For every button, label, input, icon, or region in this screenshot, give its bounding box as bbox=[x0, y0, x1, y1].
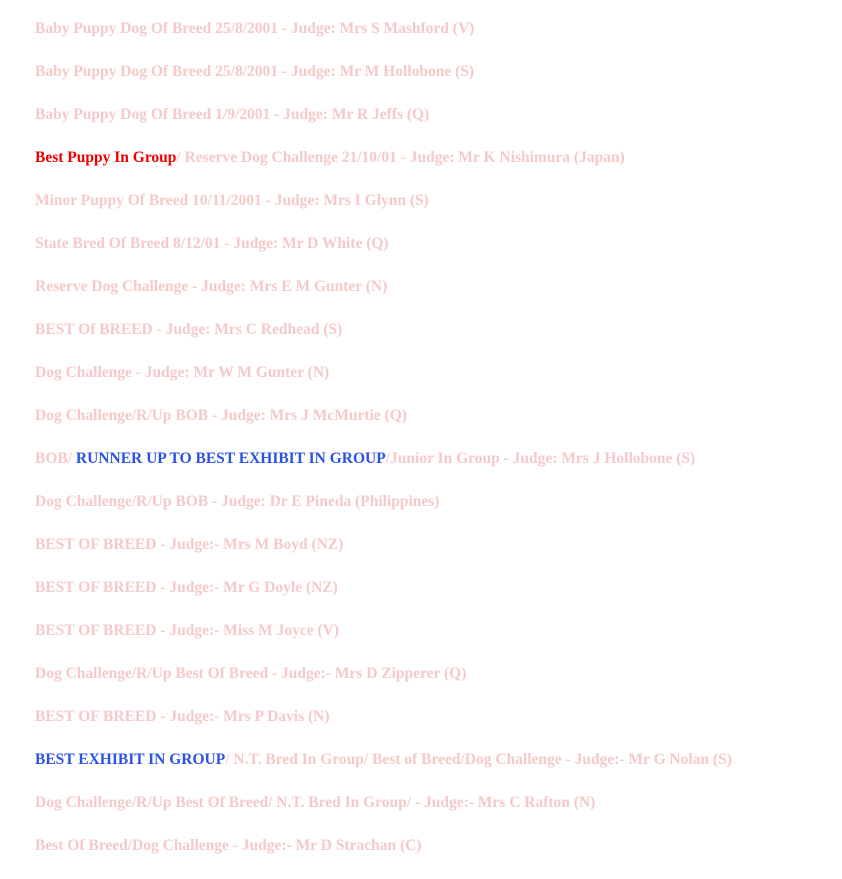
result-text: Dog Challenge - Judge: Mr W M Gunter (N) bbox=[35, 364, 330, 381]
result-text: BOB/ bbox=[35, 450, 76, 467]
result-line bbox=[35, 62, 732, 105]
award-highlight-red: Best Puppy In Group bbox=[35, 149, 177, 166]
result-text: Dog Challenge/R/Up Best Of Breed/ N.T. Bred In Group/ - Judge:- Mrs C Rafton (N) bbox=[35, 794, 596, 811]
result-text: BEST Of BREED - Judge: Mrs C Redhead (S) bbox=[35, 321, 343, 338]
result-line bbox=[35, 664, 732, 707]
result-text: /Junior In Group - Judge: Mrs J Hollobone (S) bbox=[385, 450, 696, 467]
award-highlight-blue: BEST EXHIBIT IN GROUP bbox=[35, 751, 226, 768]
result-text: Baby Puppy Dog Of Breed 25/8/2001 - Judge: Mr M Hollobone (S) bbox=[35, 63, 475, 80]
result-line bbox=[35, 19, 732, 62]
result-text: Minor Puppy Of Breed 10/11/2001 - Judge: Mrs I Glynn (S) bbox=[35, 192, 429, 209]
result-text: Dog Challenge/R/Up Best Of Breed - Judge:- Mrs D Zipperer (Q) bbox=[35, 665, 467, 682]
result-line bbox=[35, 578, 732, 621]
award-highlight-blue: RUNNER UP TO BEST EXHIBIT IN GROUP bbox=[75, 450, 386, 467]
result-text: Dog Challenge/R/Up BOB - Judge: Mrs J McMurtie (Q) bbox=[35, 407, 407, 424]
result-line bbox=[35, 535, 732, 578]
result-line bbox=[35, 707, 732, 750]
result-line bbox=[35, 234, 732, 277]
result-text: / Reserve Dog Challenge 21/10/01 - Judge: Mr K Nishimura (Japan) bbox=[176, 149, 625, 166]
result-text: Reserve Dog Challenge - Judge: Mrs E M Gunter (N) bbox=[35, 278, 388, 295]
result-text: BEST OF BREED - Judge:- Miss M Joyce (V) bbox=[35, 622, 339, 639]
result-line bbox=[35, 363, 732, 406]
result-line bbox=[35, 836, 732, 879]
result-line bbox=[35, 105, 732, 148]
result-line bbox=[35, 320, 732, 363]
result-line bbox=[35, 277, 732, 320]
result-line bbox=[35, 406, 732, 449]
result-line bbox=[35, 492, 732, 535]
show-results-list bbox=[35, 19, 732, 879]
result-text: State Bred Of Breed 8/12/01 - Judge: Mr D White (Q) bbox=[35, 235, 389, 252]
result-text: BEST OF BREED - Judge:- Mrs P Davis (N) bbox=[35, 708, 330, 725]
result-line bbox=[35, 793, 732, 836]
result-line bbox=[35, 621, 732, 664]
result-line bbox=[35, 148, 732, 191]
result-text: BEST OF BREED - Judge:- Mr G Doyle (NZ) bbox=[35, 579, 338, 596]
result-text: BEST OF BREED - Judge:- Mrs M Boyd (NZ) bbox=[35, 536, 344, 553]
result-line bbox=[35, 191, 732, 234]
result-text: Dog Challenge/R/Up BOB - Judge: Dr E Pineda (Philippines) bbox=[35, 493, 440, 510]
result-line bbox=[35, 449, 732, 492]
result-text: Baby Puppy Dog Of Breed 1/9/2001 - Judge: Mr R Jeffs (Q) bbox=[35, 106, 430, 123]
result-text: / N.T. Bred In Group/ Best of Breed/Dog Challenge - Judge:- Mr G Nolan (S) bbox=[225, 751, 732, 768]
result-text: Baby Puppy Dog Of Breed 25/8/2001 - Judge: Mrs S Mashford (V) bbox=[35, 20, 475, 37]
result-line bbox=[35, 750, 732, 793]
result-text: Best Of Breed/Dog Challenge - Judge:- Mr D Strachan (C) bbox=[35, 837, 422, 854]
